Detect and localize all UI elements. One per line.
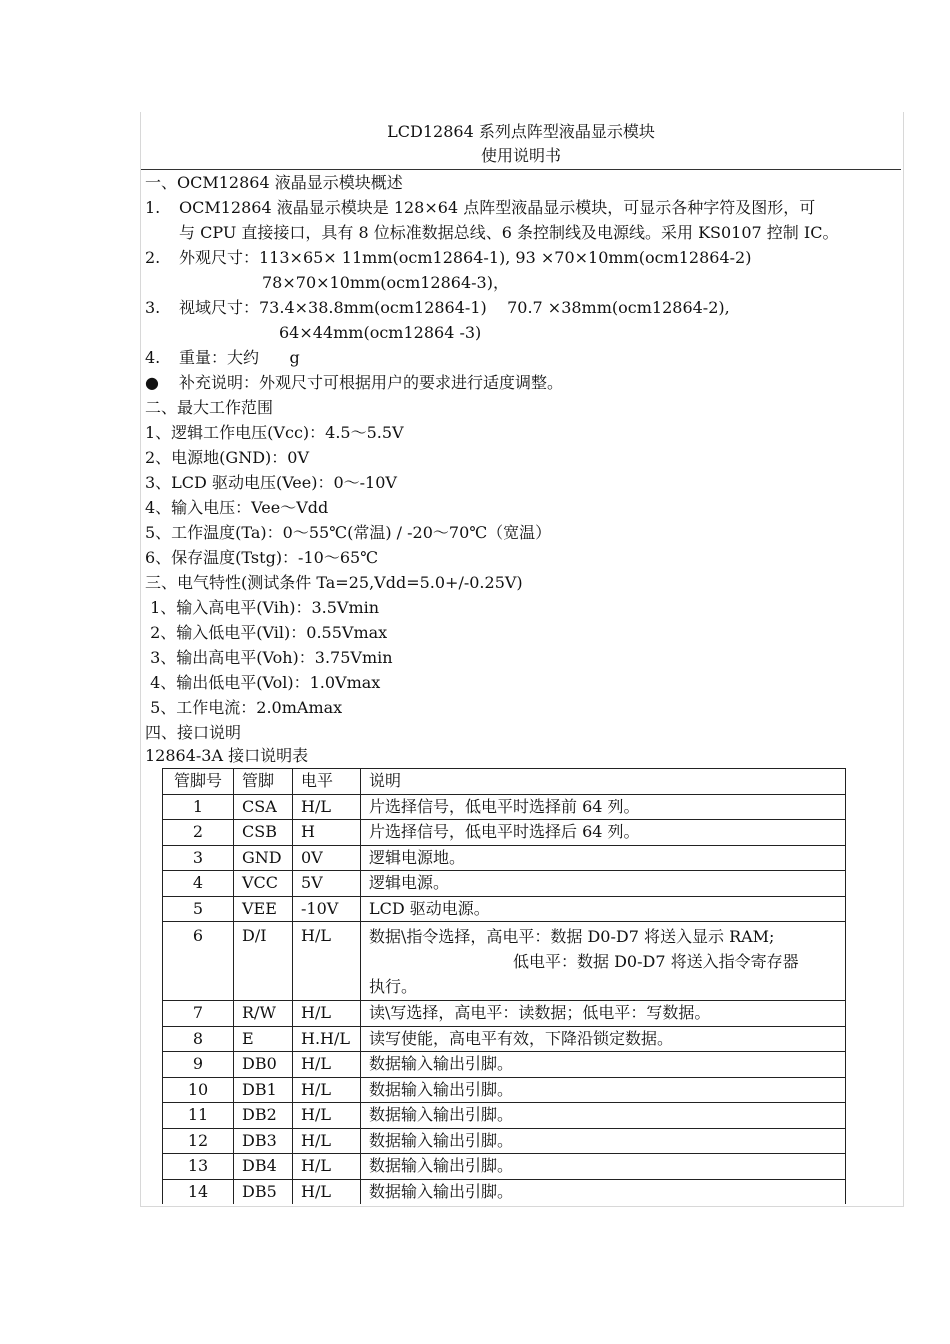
column-header: 管脚	[234, 769, 293, 795]
note-text: 补充说明：外观尺寸可根据用户的要求进行适度调整。	[179, 373, 564, 392]
table-caption: 12864-3A 接口说明表	[145, 746, 309, 765]
section-heading-interface: 四、接口说明	[145, 723, 242, 742]
overview-item-4	[145, 348, 300, 368]
column-header: 电平	[293, 769, 361, 795]
pin-level: H	[293, 820, 361, 846]
column-header: 说明	[361, 769, 846, 795]
max-rating-item: 3、LCD 驱动电压(Vee)：0～-10V	[145, 473, 397, 492]
pin-number: 5	[163, 896, 234, 922]
section-heading-electrical: 三、电气特性(测试条件 Ta=25,Vdd=5.0+/-0.25V)	[145, 573, 523, 592]
electrical-item: 5、工作电流：2.0mAmax	[145, 698, 343, 717]
pin-description: 读写使能，高电平有效，下降沿锁定数据。	[361, 1026, 846, 1052]
pin-description: LCD 驱动电源。	[361, 896, 846, 922]
overview-note	[145, 373, 563, 393]
electrical-item: 2、输入低电平(Vil)：0.55Vmax	[145, 623, 388, 642]
table-row	[163, 1026, 846, 1052]
pin-level: H/L	[293, 794, 361, 820]
overview-item-3-line-2: 64×44mm(ocm12864 -3)	[279, 323, 482, 342]
table-row	[163, 1103, 846, 1129]
table-row	[163, 1001, 846, 1027]
pin-number: 3	[163, 845, 234, 871]
pin-level: -10V	[293, 896, 361, 922]
electrical-item: 1、输入高电平(Vih)：3.5Vmin	[145, 598, 380, 617]
pin-name: DB5	[234, 1179, 293, 1204]
pin-number: 13	[163, 1154, 234, 1180]
item-number: 2.	[145, 248, 161, 267]
pin-description: 逻辑电源地。	[361, 845, 846, 871]
item-text: 外观尺寸：113×65× 11mm(ocm12864-1), 93 ×70×10mm(ocm12864-2)	[179, 248, 752, 267]
pin-description: 片选择信号，低电平时选择前 64 列。	[361, 794, 846, 820]
pin-name: DB1	[234, 1077, 293, 1103]
document-title	[141, 120, 901, 168]
item-number: 1.	[145, 198, 161, 217]
document-page	[140, 112, 904, 1207]
pin-description: 数据输入输出引脚。	[361, 1077, 846, 1103]
table-row	[163, 922, 846, 1001]
max-rating-item: 4、输入电压：Vee～Vdd	[145, 498, 329, 517]
pin-description: 读\写选择，高电平：读数据；低电平：写数据。	[361, 1001, 846, 1027]
pin-name: GND	[234, 845, 293, 871]
table-row	[163, 1179, 846, 1204]
title-line-2: 使用说明书	[480, 146, 561, 165]
pin-level: H/L	[293, 1103, 361, 1129]
overview-item-3-line-1	[145, 298, 730, 318]
item-text: 视域尺寸：73.4×38.8mm(ocm12864-1) 70.7 ×38mm(ocm12864-2),	[179, 298, 730, 317]
section-heading-overview: 一、OCM12864 液晶显示模块概述	[145, 173, 403, 192]
pin-number: 2	[163, 820, 234, 846]
pin-description: 数据输入输出引脚。	[361, 1103, 846, 1129]
pin-level: H/L	[293, 1077, 361, 1103]
overview-item-2-line-2: 78×70×10mm(ocm12864-3)，	[262, 273, 509, 292]
overview-item-1-line-2: 与 CPU 直接接口，具有 8 位标准数据总线、6 条控制线及电源线。采用 KS0107 控制 IC。	[179, 223, 839, 242]
pin-name: DB0	[234, 1052, 293, 1078]
table-header-row	[163, 769, 846, 795]
description-line: 数据\指令选择，高电平：数据 D0-D7 将送入显示 RAM;	[369, 927, 775, 946]
overview-item-2-line-1	[145, 248, 751, 268]
pin-number: 4	[163, 871, 234, 897]
pin-level: H/L	[293, 1154, 361, 1180]
pin-description: 数据输入输出引脚。	[361, 1052, 846, 1078]
pin-name: CSB	[234, 820, 293, 846]
item-text: OCM12864 液晶显示模块是 128×64 点阵型液晶显示模块，可显示各种字符及图形，可	[179, 198, 816, 217]
max-rating-item: 1、逻辑工作电压(Vcc)：4.5～5.5V	[145, 423, 404, 442]
pin-description: 数据输入输出引脚。	[361, 1128, 846, 1154]
pin-number: 1	[163, 794, 234, 820]
table-row	[163, 871, 846, 897]
bullet-icon: ●	[145, 373, 159, 392]
pin-name: CSA	[234, 794, 293, 820]
pin-description: 数据输入输出引脚。	[361, 1179, 846, 1204]
pin-description	[361, 922, 846, 1001]
electrical-item: 3、输出高电平(Voh)：3.75Vmin	[145, 648, 393, 667]
table-row	[163, 1154, 846, 1180]
description-line: 低电平：数据 D0-D7 将送入指令寄存器	[513, 952, 799, 971]
pin-name: DB4	[234, 1154, 293, 1180]
table-row	[163, 1128, 846, 1154]
pin-name: R/W	[234, 1001, 293, 1027]
pin-number: 7	[163, 1001, 234, 1027]
pin-number: 9	[163, 1052, 234, 1078]
pin-description: 片选择信号，低电平时选择后 64 列。	[361, 820, 846, 846]
max-rating-item: 2、电源地(GND)：0V	[145, 448, 310, 467]
item-text: 重量：大约 g	[179, 348, 300, 367]
pin-description: 数据输入输出引脚。	[361, 1154, 846, 1180]
pin-number: 10	[163, 1077, 234, 1103]
pin-level: H/L	[293, 1179, 361, 1204]
pin-level: H/L	[293, 1001, 361, 1027]
item-number: 4.	[145, 348, 161, 367]
pin-name: DB2	[234, 1103, 293, 1129]
pin-number: 8	[163, 1026, 234, 1052]
table-row	[163, 1077, 846, 1103]
pin-number: 12	[163, 1128, 234, 1154]
pin-name: DB3	[234, 1128, 293, 1154]
table-row	[163, 896, 846, 922]
max-rating-item: 5、工作温度(Ta)：0～55℃(常温) / -20～70℃（宽温）	[145, 523, 552, 542]
table-row	[163, 845, 846, 871]
pin-number: 6	[163, 922, 234, 1001]
pin-name: VEE	[234, 896, 293, 922]
title-divider	[141, 169, 901, 170]
overview-item-1-line-1	[145, 198, 815, 218]
pin-level: H/L	[293, 1052, 361, 1078]
pin-level: H/L	[293, 922, 361, 1001]
max-rating-item: 6、保存温度(Tstg)：-10～65℃	[145, 548, 379, 567]
table-row	[163, 794, 846, 820]
pin-number: 14	[163, 1179, 234, 1204]
title-line-1: LCD12864 系列点阵型液晶显示模块	[387, 122, 655, 141]
pin-level: H.H/L	[293, 1026, 361, 1052]
description-line: 执行。	[369, 977, 418, 996]
pin-level: 5V	[293, 871, 361, 897]
pin-name: VCC	[234, 871, 293, 897]
pin-name: E	[234, 1026, 293, 1052]
column-header: 管脚号	[163, 769, 234, 795]
pin-name: D/I	[234, 922, 293, 1001]
table-row	[163, 820, 846, 846]
interface-table	[162, 768, 846, 1204]
pin-level: H/L	[293, 1128, 361, 1154]
item-number: 3.	[145, 298, 161, 317]
pin-number: 11	[163, 1103, 234, 1129]
pin-description: 逻辑电源。	[361, 871, 846, 897]
section-heading-max-ratings: 二、最大工作范围	[145, 398, 274, 417]
pin-level: 0V	[293, 845, 361, 871]
table-row	[163, 1052, 846, 1078]
electrical-item: 4、输出低电平(Vol)：1.0Vmax	[145, 673, 381, 692]
